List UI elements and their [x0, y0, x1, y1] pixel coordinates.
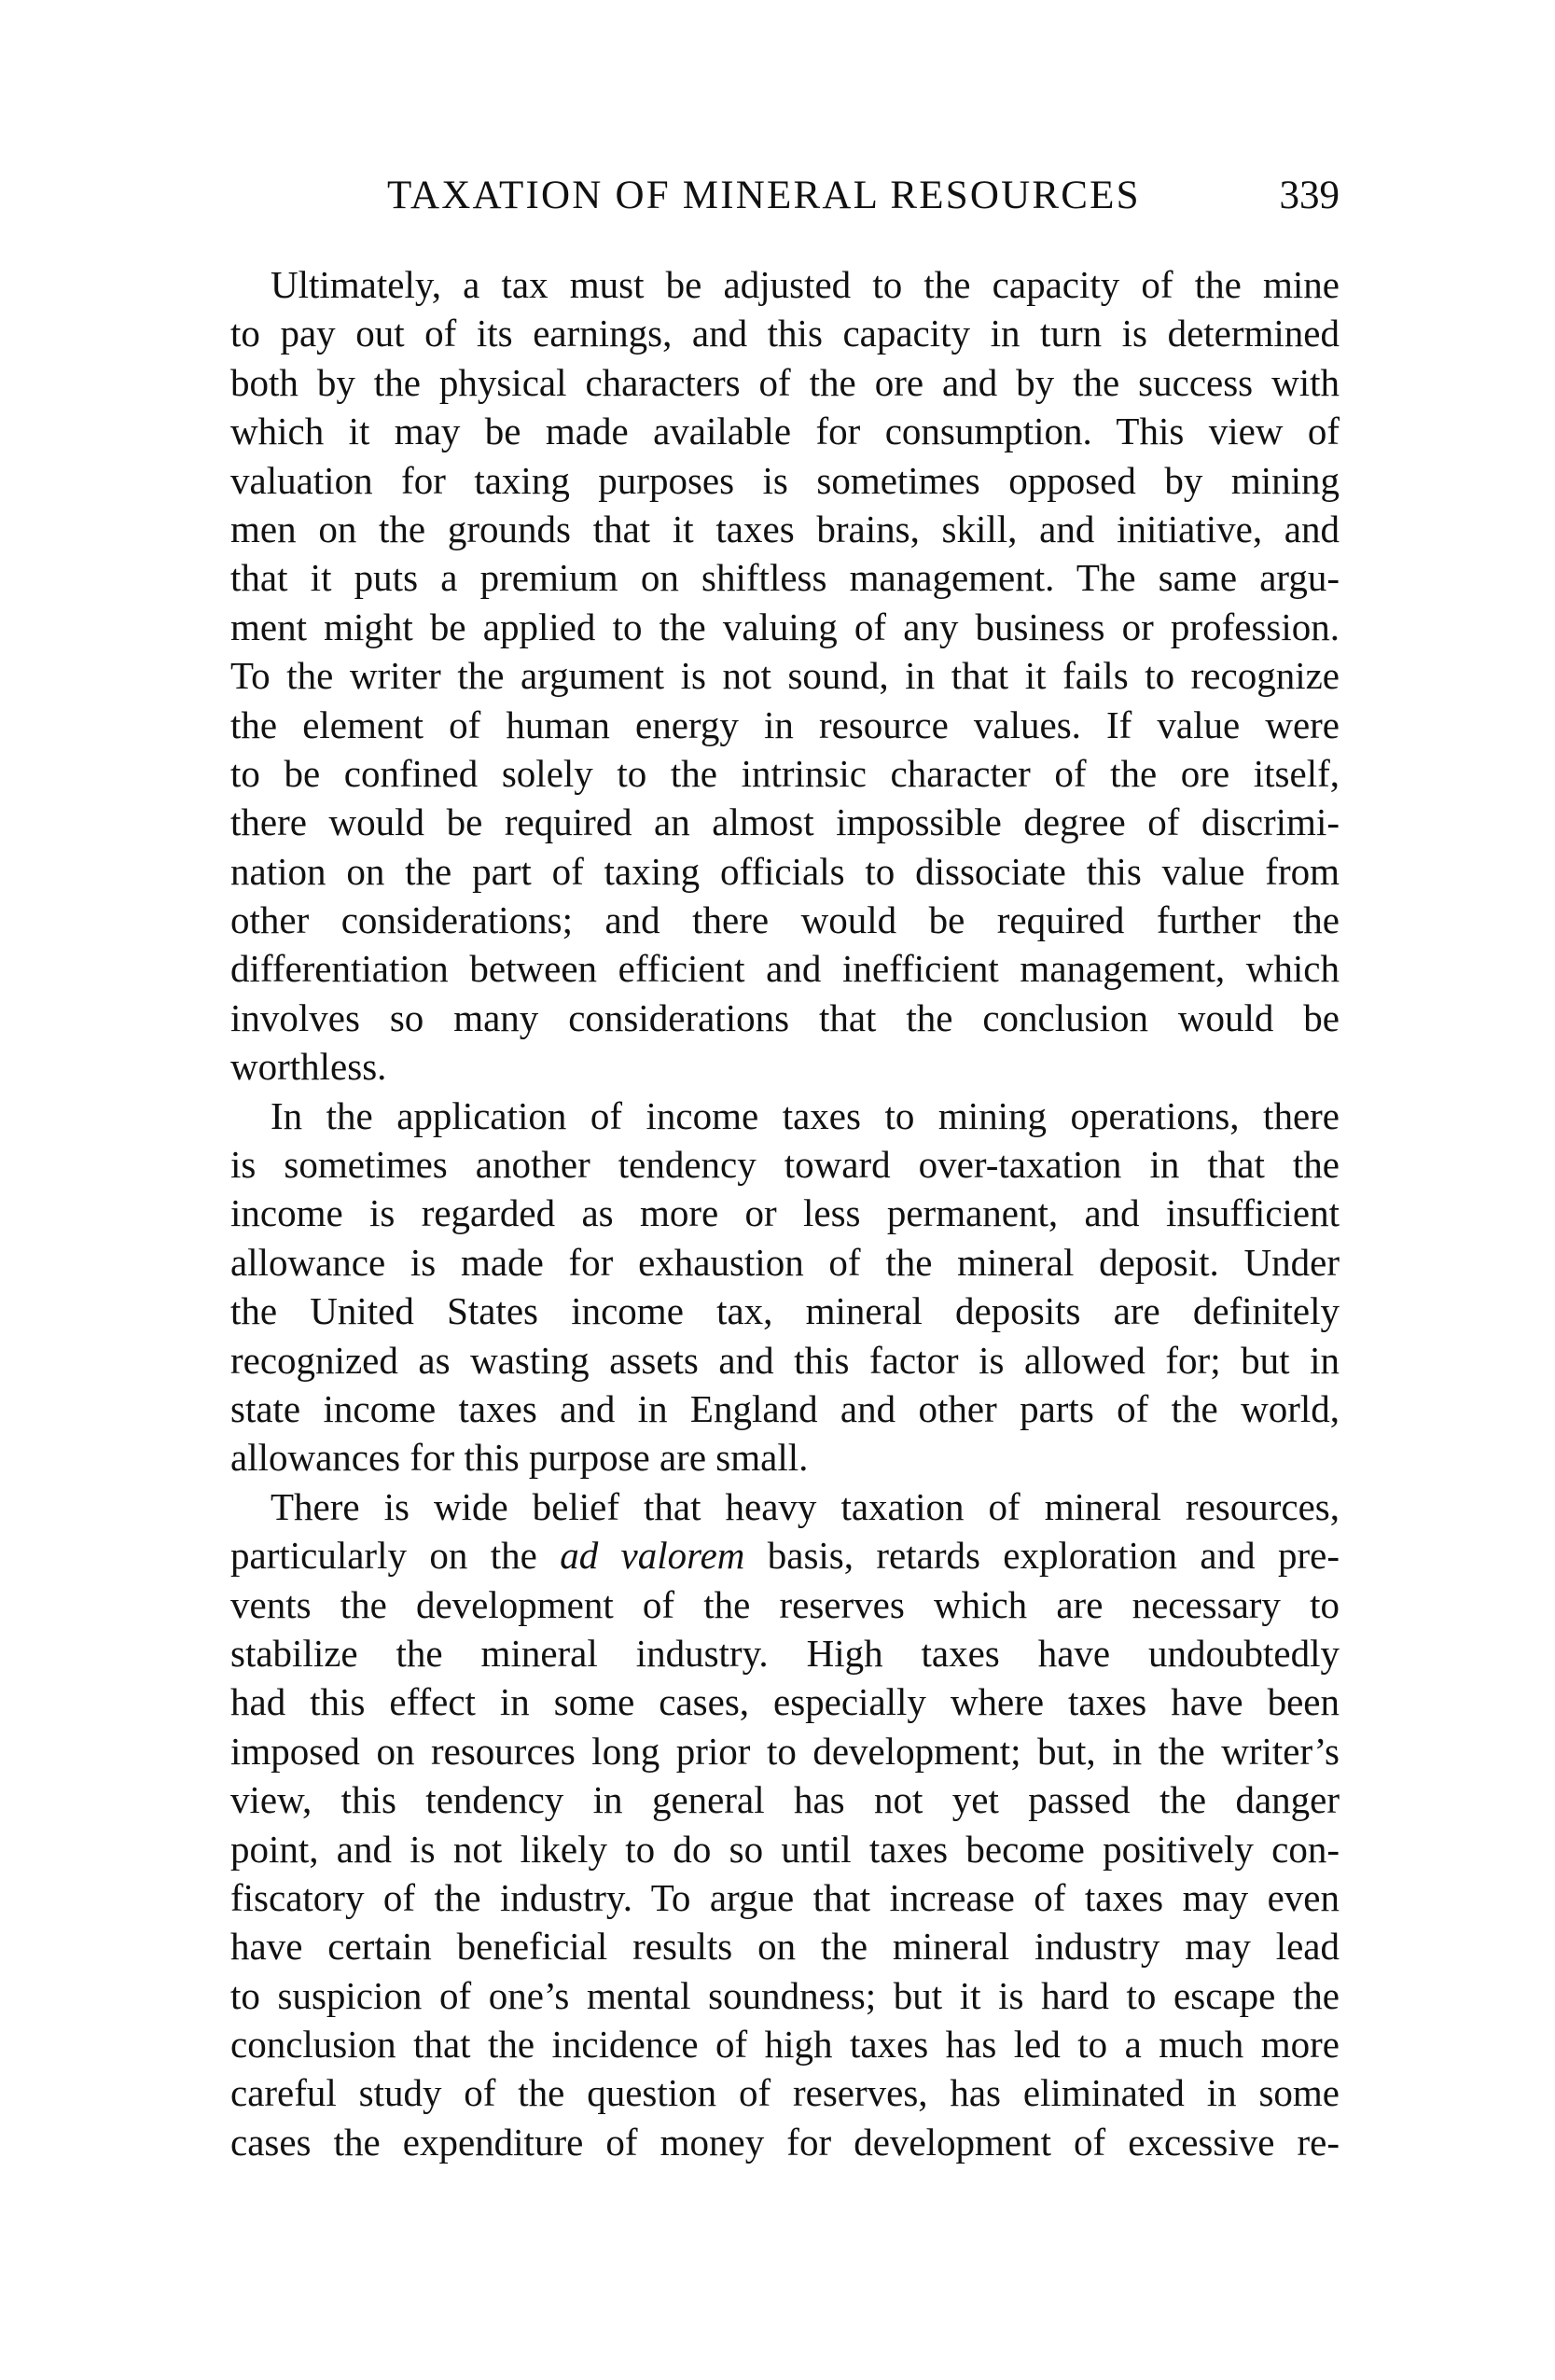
- text-line: imposed on resources long prior to development; but, in the writer’s: [230, 1729, 1340, 1773]
- text-line: careful study of the question of reserves, has eliminated in some: [230, 2071, 1340, 2115]
- text-line: valuation for taxing purposes is sometimes opposed by mining: [230, 458, 1340, 502]
- text-line: both by the physical characters of the ore and by the success with: [230, 360, 1340, 404]
- text-line: the element of human energy in resource values. If value were: [230, 703, 1340, 746]
- paragraph-1: [230, 260, 1340, 1092]
- running-title: TAXATION OF MINERAL RESOURCES: [387, 174, 1141, 217]
- text-fragment: particularly on the: [230, 1534, 561, 1578]
- text-line: cases the expenditure of money for development of excessive re-: [230, 2120, 1340, 2164]
- text-line: the United States income tax, mineral deposits are definitely: [230, 1289, 1340, 1333]
- text-line: worthless.: [230, 1045, 387, 1089]
- text-line: to suspicion of one’s mental soundness; but it is hard to escape the: [230, 1973, 1340, 2017]
- text-line: stabilize the mineral industry. High taxes have undoubtedly: [230, 1631, 1340, 1675]
- text-line: which it may be made available for consumption. This view of: [230, 410, 1340, 453]
- text-line: differentiation between efficient and inefficient management, which: [230, 947, 1340, 991]
- text-line: state income taxes and in England and other parts of the world,: [230, 1386, 1340, 1430]
- paragraph-3: [230, 1482, 1340, 2166]
- text-line: to pay out of its earnings, and this capacity in turn is determined: [230, 312, 1340, 355]
- text-line-with-italic: [230, 1531, 1340, 1580]
- text-line: is sometimes another tendency toward over-taxation in that the: [230, 1143, 1340, 1187]
- text-line: conclusion that the incidence of high taxes has led to a much more: [230, 2023, 1340, 2067]
- text-line: recognized as wasting assets and this factor is allowed for; but in: [230, 1338, 1340, 1382]
- text-line: In the application of income taxes to mining operations, there: [271, 1093, 1340, 1137]
- text-line: point, and is not likely to do so until taxes become positively con-: [230, 1827, 1340, 1871]
- italic-phrase: ad valorem: [560, 1534, 745, 1578]
- page-number: 339: [1279, 174, 1340, 217]
- text-line: vents the development of the reserves which are necessary to: [230, 1582, 1340, 1626]
- text-line: income is regarded as more or less permanent, and insufficient: [230, 1191, 1340, 1235]
- text-line: had this effect in some cases, especially where taxes have been: [230, 1680, 1340, 1724]
- paragraph-2: [230, 1092, 1340, 1482]
- text-fragment: basis, retards exploration and pre-: [744, 1534, 1340, 1578]
- text-line: allowance is made for exhaustion of the mineral deposit. Under: [230, 1240, 1340, 1284]
- text-line: to be confined solely to the intrinsic character of the ore itself,: [230, 751, 1340, 795]
- running-header: [230, 170, 1340, 222]
- text-line: Ultimately, a tax must be adjusted to the capacity of the mine: [271, 263, 1340, 306]
- text-line: fiscatory of the industry. To argue that increase of taxes may even: [230, 1875, 1340, 1919]
- text-line: men on the grounds that it taxes brains, skill, and initiative, and: [230, 507, 1340, 550]
- text-line: ment might be applied to the valuing of any business or profession.: [230, 605, 1340, 648]
- text-line: To the writer the argument is not sound, in that it fails to recognize: [230, 654, 1340, 698]
- text-line: There is wide belief that heavy taxation of mineral resources,: [271, 1484, 1340, 1528]
- text-line: nation on the part of taxing officials to dissociate this value from: [230, 849, 1340, 893]
- text-line: involves so many considerations that the conclusion would be: [230, 995, 1340, 1039]
- text-line: view, this tendency in general has not yet passed the danger: [230, 1778, 1340, 1822]
- text-line: allowances for this purpose are small.: [230, 1436, 809, 1480]
- text-line: have certain beneficial results on the mineral industry may lead: [230, 1925, 1340, 1969]
- body-text: [230, 260, 1340, 2166]
- text-line: there would be required an almost impossible degree of discrimi-: [230, 800, 1340, 844]
- text-line: other considerations; and there would be required further the: [230, 898, 1340, 942]
- text-line: that it puts a premium on shiftless management. The same argu-: [230, 556, 1340, 600]
